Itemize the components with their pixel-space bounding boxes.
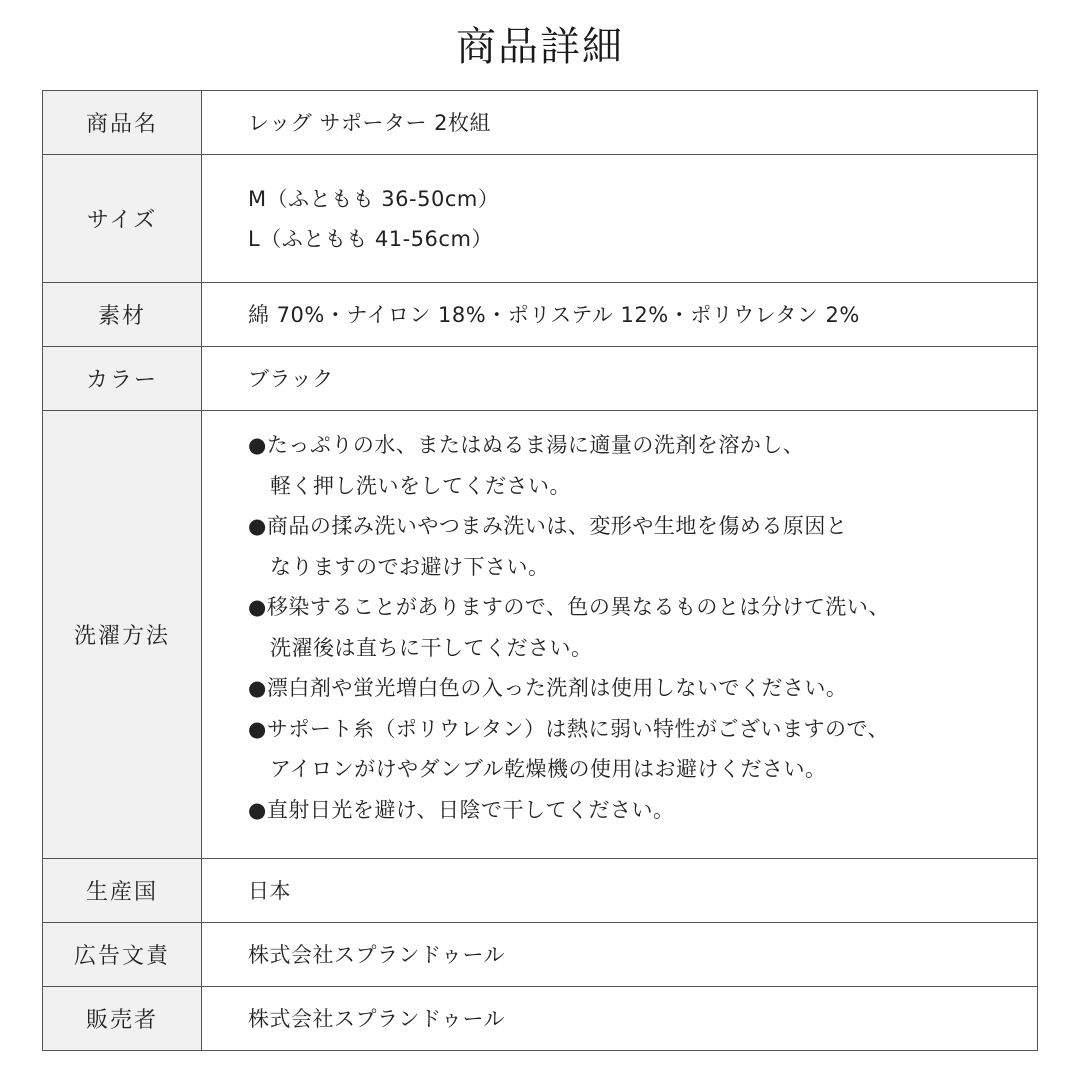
row-label: 洗濯方法 (43, 411, 202, 859)
row-label: サイズ (43, 155, 202, 283)
color-text: ブラック (248, 366, 334, 391)
row-value (202, 91, 1038, 155)
row-label: 素材 (43, 283, 202, 347)
table-row-washing (43, 411, 1038, 859)
washing-instruction: 洗濯後は直ちに干してください。 (270, 635, 593, 660)
row-value (202, 987, 1038, 1051)
row-label: 広告文責 (43, 923, 202, 987)
row-value (202, 859, 1038, 923)
table-row-color (43, 347, 1038, 411)
advertiser-text: 株式会社スプランドゥール (248, 942, 506, 967)
row-value (202, 411, 1038, 859)
washing-instruction: ●商品の揉み洗いやつまみ洗いは、変形や生地を傷める原因と (248, 514, 848, 538)
row-label: 生産国 (43, 859, 202, 923)
table-row-material (43, 283, 1038, 347)
table-row-size (43, 155, 1038, 283)
table-row-advertiser (43, 923, 1038, 987)
washing-instruction: ●漂白剤や蛍光増白色の入った洗剤は使用しないでください。 (248, 676, 848, 700)
page-title: 商品詳細 (456, 24, 624, 70)
row-value (202, 155, 1038, 283)
row-value (202, 923, 1038, 987)
size-m-text: M（ふともも 36-50cm） (248, 186, 500, 211)
washing-instruction: ●直射日光を避け、日陰で干してください。 (248, 797, 675, 822)
size-l-text: L（ふともも 41-56cm） (248, 226, 493, 251)
row-label: 商品名 (43, 91, 202, 155)
washing-instruction: アイロンがけやダンブル乾燥機の使用はお避けください。 (270, 757, 827, 781)
seller-text: 株式会社スプランドゥール (248, 1006, 506, 1031)
country-text: 日本 (248, 878, 291, 903)
washing-instruction: ●サポート糸（ポリウレタン）は熱に弱い特性がございますので、 (248, 716, 890, 741)
washing-instruction: ●たっぷりの水、またはぬるま湯に適量の洗剤を溶かし、 (248, 433, 805, 457)
washing-instruction: なりますのでお避け下さい。 (270, 554, 550, 579)
table-row-seller (43, 987, 1038, 1051)
table-row-product-name (43, 91, 1038, 155)
product-name-text: レッグ サポーター 2枚組 (248, 110, 492, 135)
row-label: 販売者 (43, 987, 202, 1051)
washing-instruction: ●移染することがありますので、色の異なるものとは分けて洗い、 (248, 595, 890, 619)
row-value (202, 283, 1038, 347)
material-text: 綿 70%・ナイロン 18%・ポリステル 12%・ポリウレタン 2% (248, 302, 860, 327)
row-label: カラー (43, 347, 202, 411)
table-row-country (43, 859, 1038, 923)
product-details-table (42, 90, 1038, 1051)
washing-instruction: 軽く押し洗いをしてください。 (270, 473, 571, 498)
row-value (202, 347, 1038, 411)
